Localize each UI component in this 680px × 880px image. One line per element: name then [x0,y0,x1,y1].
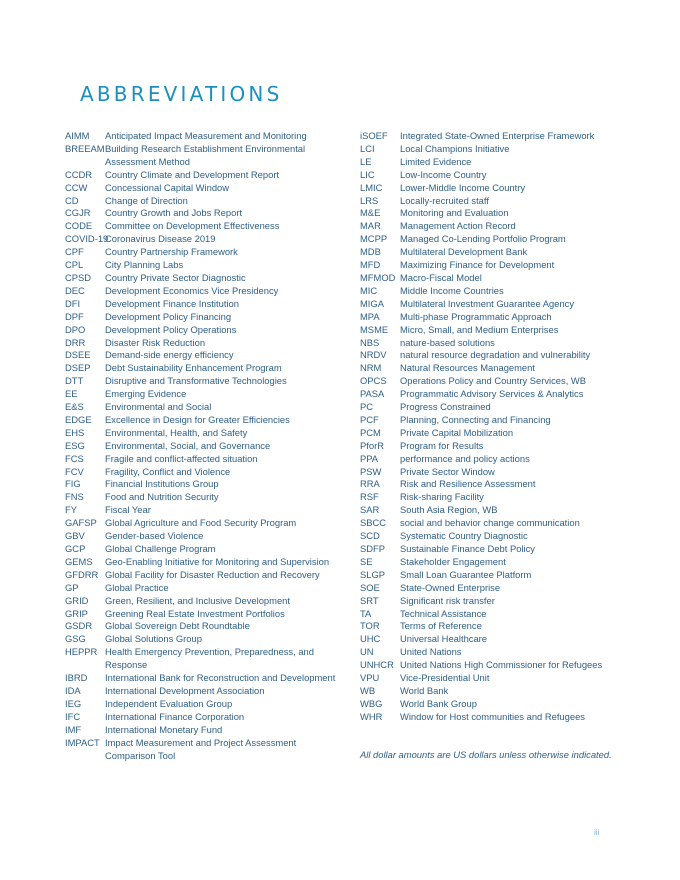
abbreviation-definition: International Monetary Fund [105,723,223,735]
abbreviation-entry [65,543,340,556]
abbreviation-definition: Managed Co-Lending Portfolio Program [400,233,566,245]
abbreviation-definition: Global Facility for Disaster Reduction and Recovery [105,568,320,580]
abbreviation-definition: State-Owned Enterprise [400,581,501,593]
abbreviation-definition: Macro-Fiscal Model [400,271,482,283]
abbreviation-entry [65,711,340,724]
abbreviation-entry [65,324,340,337]
abbreviation-entry [65,427,340,440]
abbreviation-term: LMIC [360,181,383,193]
abbreviation-term: UHC [360,633,381,645]
abbreviation-term: NBS [360,336,380,348]
abbreviation-definition: Global Challenge Program [105,543,216,554]
abbreviation-definition: Multilateral Investment Guarantee Agency [400,297,575,309]
abbreviation-entry [65,530,340,543]
abbreviation-definition: Risk and Resilience Assessment [400,478,536,490]
abbreviation-entry [65,349,340,362]
abbreviation-term: MFD [360,259,381,271]
abbreviation-term: BREEAM [65,142,105,154]
abbreviation-definition: Development Economics Vice Presidency [105,284,279,296]
abbreviation-definition: Country Climate and Development Report [105,168,280,180]
abbreviation-entry [360,233,640,246]
abbreviation-entry [65,130,340,143]
abbreviation-entry [360,659,640,672]
abbreviation-term: GBV [65,530,85,542]
abbreviation-term: CGJR [65,207,91,219]
abbreviation-entry [360,130,640,143]
abbreviation-term: RSF [360,491,379,503]
abbreviation-definition: Technical Assistance [400,607,487,619]
abbreviation-entry [360,272,640,285]
abbreviation-term: ESG [65,439,85,451]
abbreviation-term: DRR [65,336,86,348]
abbreviation-term: LE [360,155,372,167]
abbreviation-definition: Stakeholder Engagement [400,555,506,567]
abbreviation-term: SAR [360,504,380,516]
abbreviation-term: UN [360,646,374,658]
abbreviation-definition: South Asia Region, WB [400,504,498,516]
abbreviation-definition: Operations Policy and Country Services, WB [400,375,587,387]
abbreviation-definition: World Bank [400,684,449,696]
abbreviation-term: NRDV [360,349,387,361]
abbreviation-definition: Emerging Evidence [105,388,187,400]
abbreviation-definition: Micro, Small, and Medium Enterprises [400,323,559,335]
abbreviation-definition: Independent Evaluation Group [105,697,233,709]
abbreviation-term: NRM [360,362,382,374]
abbreviation-definition: Debt Sustainability Enhancement Program [105,362,282,374]
abbreviation-term: GEMS [65,555,93,567]
abbreviation-definition: performance and policy actions [400,452,530,464]
abbreviation-entry [360,543,640,556]
abbreviation-term: CPL [65,259,84,271]
abbreviation-entry [360,388,640,401]
abbreviation-term: FIG [65,478,81,490]
abbreviation-entry [360,685,640,698]
abbreviation-entry [65,182,340,195]
abbreviation-entry [360,156,640,169]
abbreviation-term: HEPPR [65,646,98,658]
abbreviation-term: LIC [360,168,375,180]
abbreviation-term: VPU [360,672,380,684]
abbreviation-entry [360,646,640,659]
abbreviation-term: TOR [360,620,380,632]
abbreviation-term: FCV [65,465,84,477]
abbreviation-term: DSEP [65,362,91,374]
abbreviation-term: CCDR [65,168,93,180]
abbreviation-definition: Global Agriculture and Food Security Program [105,517,297,529]
abbreviation-entry [65,724,340,737]
abbreviation-term: SE [360,555,373,567]
abbreviation-entry [65,311,340,324]
abbreviation-entry [65,582,340,595]
abbreviation-entry [360,349,640,362]
abbreviation-term: GAFSP [65,517,97,529]
abbreviation-definition: Planning, Connecting and Financing [400,413,551,425]
abbreviation-entry [65,220,340,233]
abbreviation-definition: Progress Constrained [400,401,491,413]
abbreviation-definition: social and behavior change communication [400,517,580,529]
abbreviation-entry [360,182,640,195]
abbreviation-definition: Food and Nutrition Security [105,491,219,503]
abbreviation-definition: Private Sector Window [400,465,495,477]
abbreviation-term: DSEE [65,349,91,361]
abbreviation-term: EDGE [65,413,92,425]
abbreviation-definition: United Nations [400,646,462,658]
abbreviation-definition: Low-Income Country [400,168,487,180]
abbreviation-definition: Sustainable Finance Debt Policy [400,543,535,554]
abbreviation-entry [360,672,640,685]
abbreviation-term: PforR [360,439,384,451]
abbreviation-term: GSDR [65,620,93,632]
abbreviation-term: DPO [65,323,86,335]
abbreviation-entry [360,207,640,220]
abbreviation-entry [360,517,640,530]
abbreviation-definition: Committee on Development Effectiveness [105,220,280,232]
abbreviation-entry [360,491,640,504]
abbreviation-definition: Multi-phase Programmatic Approach [400,310,552,322]
abbreviation-term: CD [65,194,79,206]
abbreviation-term: WBG [360,697,383,709]
abbreviation-term: IFC [65,710,81,722]
abbreviation-term: PCF [360,413,379,425]
abbreviation-definition: Building Research Establishment Environmental Assessment Method [105,142,306,167]
abbreviation-term: SLGP [360,568,386,580]
abbreviation-entry [360,401,640,414]
page-title: ABBREVIATIONS [80,82,283,106]
abbreviation-entry [360,298,640,311]
abbreviation-entry [65,285,340,298]
abbreviation-entry [65,362,340,375]
abbreviation-entry [65,401,340,414]
abbreviation-definition: Coronavirus Disease 2019 [105,233,216,245]
abbreviation-term: CPF [65,246,84,258]
abbreviation-term: COVID-19 [65,233,109,245]
abbreviation-definition: United Nations High Commissioner for Refugees [400,659,603,671]
abbreviation-entry [360,530,640,543]
abbreviation-definition: International Finance Corporation [105,710,245,722]
abbreviation-entry [65,685,340,698]
abbreviation-entry [360,453,640,466]
abbreviation-term: MIGA [360,297,384,309]
abbreviation-definition: Health Emergency Prevention, Preparedness, and Response [105,646,314,671]
abbreviation-term: WHR [360,710,383,722]
abbreviation-term: OPCS [360,375,387,387]
abbreviation-term: IBRD [65,672,88,684]
abbreviation-term: PASA [360,388,385,400]
abbreviation-term: MDB [360,246,381,258]
abbreviation-term: SOE [360,581,380,593]
abbreviation-term: SCD [360,530,380,542]
abbreviation-entry [65,440,340,453]
abbreviation-definition: Integrated State-Owned Enterprise Framework [400,130,595,141]
abbreviation-entry [360,259,640,272]
abbreviation-term: IMPACT [65,736,100,748]
abbreviation-entry [360,285,640,298]
abbreviation-definition: City Planning Labs [105,259,184,271]
abbreviation-term: RRA [360,478,380,490]
page-number: iii [594,828,600,837]
abbreviation-definition: Fiscal Year [105,504,151,516]
abbreviation-entry [65,375,340,388]
abbreviation-term: MPA [360,310,380,322]
abbreviation-definition: Development Policy Operations [105,323,237,335]
abbreviation-definition: World Bank Group [400,697,477,709]
abbreviation-term: LRS [360,194,379,206]
abbreviation-entry [360,633,640,646]
abbreviation-entry [65,569,340,582]
abbreviation-entry [360,311,640,324]
abbreviation-definition: Global Sovereign Debt Roundtable [105,620,250,632]
abbreviation-term: PPA [360,452,379,464]
abbreviation-definition: Middle Income Countries [400,284,504,296]
abbreviation-entry [360,414,640,427]
abbreviation-term: MAR [360,220,381,232]
abbreviation-definition: Environmental, Health, and Safety [105,426,248,438]
abbreviation-entry [65,633,340,646]
abbreviation-term: E&S [65,401,84,413]
abbreviation-definition: Green, Resilient, and Inclusive Development [105,594,290,606]
abbreviation-definition: Locally-recruited staff [400,194,489,206]
abbreviation-entry [65,195,340,208]
abbreviation-definition: Significant risk transfer [400,594,495,606]
abbreviation-definition: Natural Resources Management [400,362,535,374]
abbreviation-term: iSOEF [360,130,388,141]
abbreviation-term: IDA [65,684,81,696]
abbreviation-term: M&E [360,207,381,219]
abbreviation-entry [360,246,640,259]
abbreviation-definition: Maximizing Finance for Development [400,259,555,271]
abbreviation-entry [360,620,640,633]
abbreviation-entry [360,337,640,350]
abbreviation-definition: Terms of Reference [400,620,482,632]
abbreviation-entry [360,324,640,337]
abbreviation-entry [360,595,640,608]
abbreviation-entry [65,620,340,633]
abbreviation-term: SBCC [360,517,387,529]
abbreviation-entry [360,556,640,569]
abbreviation-term: IEG [65,697,82,709]
abbreviation-definition: Local Champions Initiative [400,142,510,154]
abbreviation-term: MIC [360,284,378,296]
abbreviation-entry [360,478,640,491]
abbreviation-term: GFDRR [65,568,99,580]
abbreviation-entry [360,375,640,388]
abbreviation-term: CCW [65,181,88,193]
abbreviation-term: MSME [360,323,389,335]
abbreviation-definition: Anticipated Impact Measurement and Monitoring [105,130,307,141]
abbreviation-term: PC [360,401,374,413]
abbreviation-entry [65,246,340,259]
abbreviation-entry [65,298,340,311]
abbreviation-definition: natural resource degradation and vulnerability [400,349,591,361]
abbreviation-definition: Excellence in Design for Greater Efficiencies [105,413,290,425]
abbreviation-definition: Geo-Enabling Initiative for Monitoring and Supervision [105,555,330,567]
abbreviation-definition: nature-based solutions [400,336,495,348]
abbreviation-definition: Small Loan Guarantee Platform [400,568,532,580]
abbreviation-definition: Systematic Country Diagnostic [400,530,528,542]
abbreviation-definition: Country Partnership Framework [105,246,238,258]
abbreviation-definition: Environmental, Social, and Governance [105,439,271,451]
abbreviation-entry [65,698,340,711]
abbreviation-term: DFI [65,297,81,309]
abbreviation-entry [65,143,340,169]
abbreviation-definition: Monitoring and Evaluation [400,207,509,219]
currency-note: All dollar amounts are US dollars unless otherwise indicated. [360,749,612,760]
abbreviation-entry [65,556,340,569]
abbreviation-term: DPF [65,310,84,322]
abbreviation-definition: Demand-side energy efficiency [105,349,234,361]
abbreviation-term: SDFP [360,543,386,554]
abbreviation-definition: Impact Measurement and Project Assessment Comparison Tool [105,736,297,761]
abbreviation-term: FNS [65,491,84,503]
abbreviation-entry [360,582,640,595]
abbreviation-entry [65,491,340,504]
abbreviation-definition: Fragile and conflict-affected situation [105,452,258,464]
abbreviation-entry [65,672,340,685]
abbreviation-term: PSW [360,465,382,477]
abbreviation-definition: Country Growth and Jobs Report [105,207,243,219]
abbreviation-entry [65,466,340,479]
abbreviation-entry [360,220,640,233]
abbreviation-term: FCS [65,452,84,464]
abbreviation-term: GP [65,581,79,593]
abbreviation-definition: Programmatic Advisory Services & Analytics [400,388,584,400]
abbreviation-term: EHS [65,426,85,438]
abbreviation-term: GSG [65,633,86,645]
abbreviation-definition: Disruptive and Transformative Technologies [105,375,287,387]
abbreviation-entry [65,259,340,272]
abbreviation-term: EE [65,388,78,400]
abbreviation-entry [360,440,640,453]
abbreviation-definition: Multilateral Development Bank [400,246,528,258]
abbreviation-list-right [360,130,640,724]
abbreviation-entry [360,362,640,375]
abbreviation-term: AIMM [65,130,90,141]
abbreviation-term: DEC [65,284,85,296]
abbreviation-entry [360,466,640,479]
abbreviation-entry [65,595,340,608]
abbreviation-entry [65,233,340,246]
abbreviation-entry [360,608,640,621]
abbreviation-definition: Greening Real Estate Investment Portfolios [105,607,285,619]
abbreviation-definition: Universal Healthcare [400,633,488,645]
abbreviation-term: GCP [65,543,86,554]
abbreviation-entry [360,504,640,517]
abbreviation-entry [65,272,340,285]
abbreviation-definition: Country Private Sector Diagnostic [105,271,246,283]
abbreviation-definition: Vice-Presidential Unit [400,672,490,684]
abbreviation-definition: Risk-sharing Facility [400,491,484,503]
abbreviation-term: TA [360,607,372,619]
abbreviation-entry [65,504,340,517]
abbreviation-term: PCM [360,426,381,438]
abbreviation-definition: Limited Evidence [400,155,472,167]
abbreviation-term: SRT [360,594,379,606]
abbreviation-term: CODE [65,220,93,232]
abbreviation-entry [65,414,340,427]
abbreviation-definition: Environmental and Social [105,401,212,413]
abbreviation-definition: Lower-Middle Income Country [400,181,526,193]
abbreviation-term: FY [65,504,77,516]
abbreviation-term: MCPP [360,233,388,245]
abbreviation-entry [360,569,640,582]
abbreviation-entry [360,169,640,182]
abbreviation-entry [65,737,340,763]
abbreviation-entry [65,646,340,672]
abbreviation-term: CPSD [65,271,92,283]
abbreviation-entry [65,207,340,220]
abbreviation-definition: Fragility, Conflict and Violence [105,465,231,477]
abbreviation-term: GRIP [65,607,88,619]
abbreviation-definition: Development Finance Institution [105,297,239,309]
abbreviation-definition: Management Action Record [400,220,516,232]
abbreviation-entry [65,608,340,621]
abbreviation-definition: Window for Host communities and Refugees [400,710,585,722]
abbreviation-entry [65,169,340,182]
abbreviation-definition: Private Capital Mobilization [400,426,514,438]
abbreviation-entry [65,517,340,530]
abbreviation-entry [65,478,340,491]
abbreviation-definition: International Bank for Reconstruction and Development [105,672,336,684]
abbreviation-definition: Change of Direction [105,194,188,206]
abbreviation-definition: Global Practice [105,581,169,593]
abbreviation-entry [360,143,640,156]
abbreviation-definition: Global Solutions Group [105,633,202,645]
abbreviation-term: UNHCR [360,659,394,671]
abbreviation-definition: Program for Results [400,439,484,451]
abbreviation-entry [360,195,640,208]
abbreviation-term: DTT [65,375,84,387]
abbreviation-list-left [65,130,340,762]
abbreviation-definition: Concessional Capital Window [105,181,230,193]
abbreviation-definition: Development Policy Financing [105,310,232,322]
abbreviation-definition: Disaster Risk Reduction [105,336,206,348]
abbreviation-term: LCI [360,142,375,154]
abbreviation-term: GRID [65,594,89,606]
abbreviation-entry [65,388,340,401]
abbreviation-term: IMF [65,723,82,735]
abbreviation-term: MFMOD [360,271,396,283]
abbreviation-term: WB [360,684,376,696]
abbreviation-entry [65,337,340,350]
abbreviation-definition: International Development Association [105,684,265,696]
abbreviation-entry [360,427,640,440]
abbreviation-entry [65,453,340,466]
abbreviation-definition: Financial Institutions Group [105,478,219,490]
abbreviation-definition: Gender-based Violence [105,530,204,542]
abbreviation-entry [360,711,640,724]
abbreviation-entry [360,698,640,711]
